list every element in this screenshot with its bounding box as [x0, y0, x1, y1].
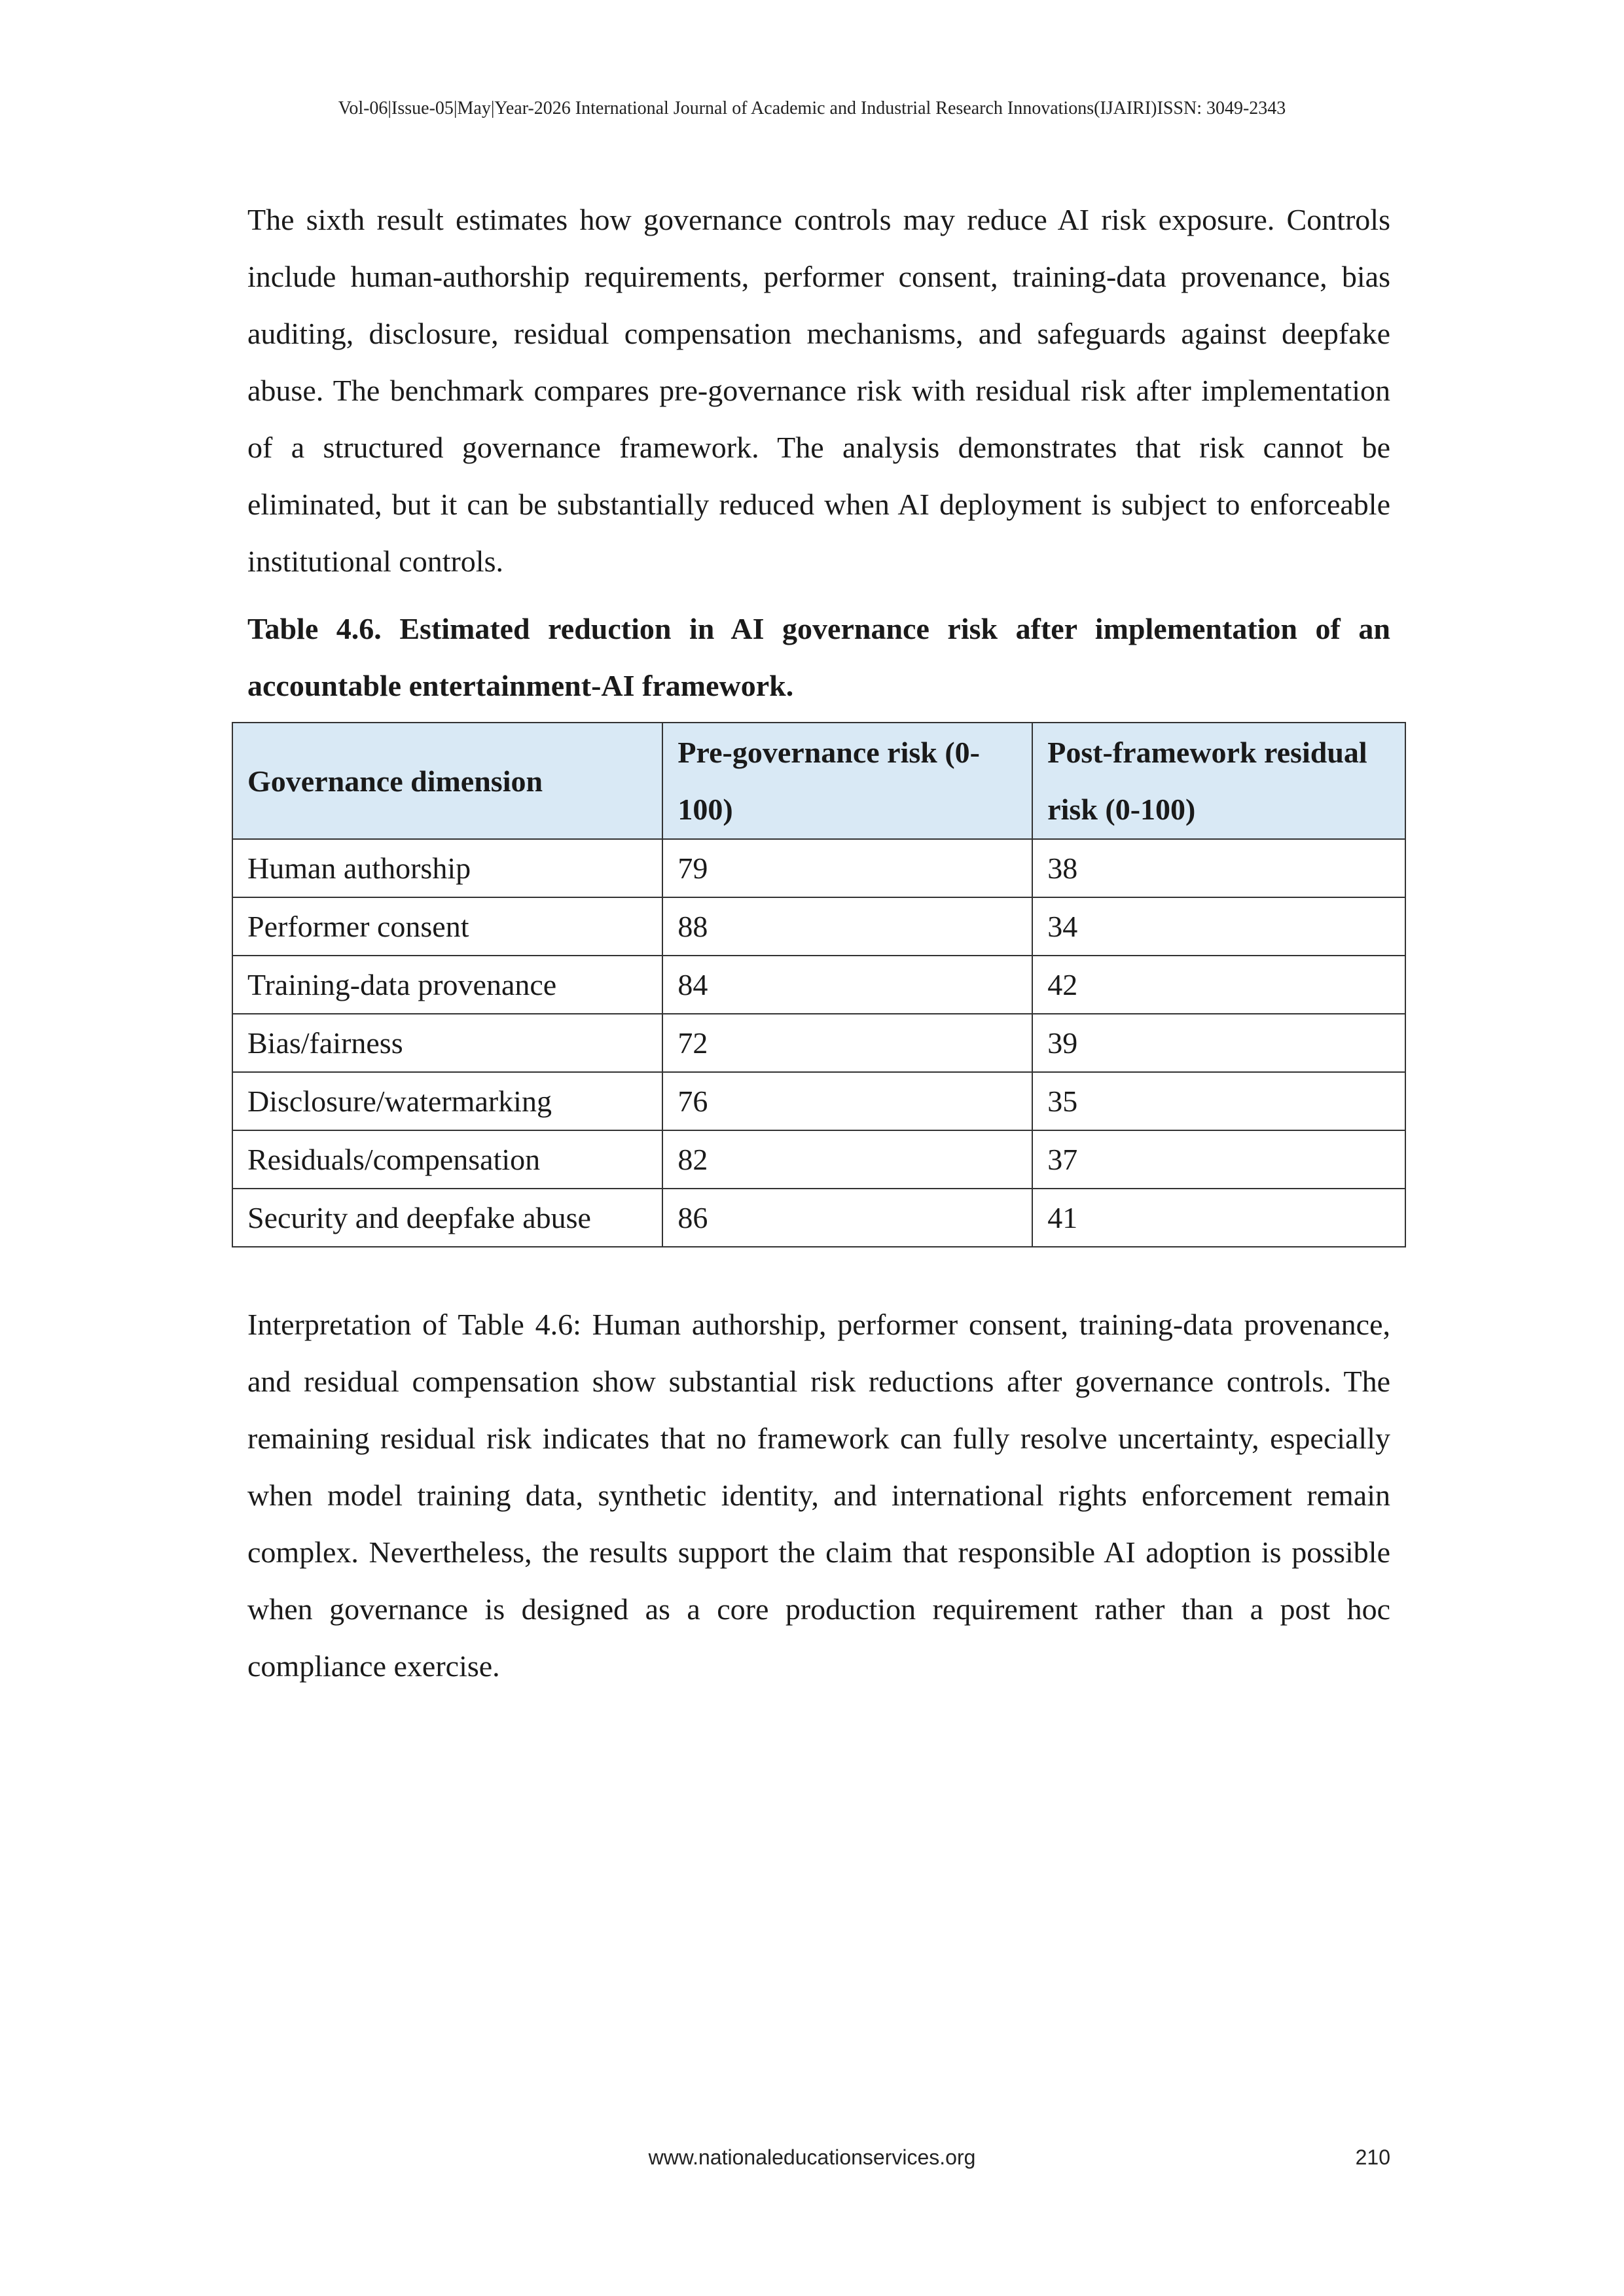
page-number: 210 — [1355, 2145, 1390, 2169]
pre-risk-cell: 79 — [662, 839, 1032, 897]
post-risk-cell: 42 — [1032, 956, 1405, 1014]
table-header-row — [232, 723, 1405, 839]
post-risk-cell: 34 — [1032, 897, 1405, 956]
dimension-cell: Human authorship — [232, 839, 662, 897]
table-caption: Table 4.6. Estimated reduction in AI governance risk after implementation of an accountable entertainment-AI framework. — [247, 612, 1390, 702]
pre-risk-cell: 82 — [662, 1130, 1032, 1189]
table-row — [232, 1189, 1405, 1247]
pre-risk-cell: 86 — [662, 1189, 1032, 1247]
dimension-cell: Security and deepfake abuse — [232, 1189, 662, 1247]
post-risk-cell: 38 — [1032, 839, 1405, 897]
dimension-cell: Performer consent — [232, 897, 662, 956]
table-row — [232, 1130, 1405, 1189]
dimension-cell: Training-data provenance — [232, 956, 662, 1014]
intro-paragraph: The sixth result estimates how governance controls may reduce AI risk exposure. Controls include human-authorship requirements, performer consent, training-data provenance, bias auditing, disclosure, residual compensation mechanisms, and safeguards against deepfake abuse. The benchmark compares pre-governance risk with residual risk after implementation of a structured governance framework. The analysis demonstrates that risk cannot be eliminated, but it can be substantially reduced when AI deployment is subject to enforceable institutional controls. — [247, 203, 1390, 578]
post-risk-cell: 37 — [1032, 1130, 1405, 1189]
post-risk-cell: 39 — [1032, 1014, 1405, 1072]
dimension-cell: Disclosure/watermarking — [232, 1072, 662, 1130]
pre-risk-cell: 88 — [662, 897, 1032, 956]
table-row — [232, 1072, 1405, 1130]
pre-risk-cell: 84 — [662, 956, 1032, 1014]
interpretation-paragraph: Interpretation of Table 4.6: Human authorship, performer consent, training-data provenance, and residual compensation show substantial risk reductions after governance controls. The remaining residual risk indicates that no framework can fully resolve uncertainty, especially when model training data, synthetic identity, and international rights enforcement remain complex. Nevertheless, the results support the claim that responsible AI adoption is possible when governance is designed as a core production requirement rather than a post hoc compliance exercise. — [247, 1308, 1390, 1683]
header-pre-governance-risk: Pre-governance risk (0-100) — [662, 723, 1032, 839]
main-content — [247, 191, 1390, 714]
dimension-cell: Residuals/compensation — [232, 1130, 662, 1189]
footer-url: www.nationaleducationservices.org — [648, 2145, 976, 2169]
post-risk-cell: 41 — [1032, 1189, 1405, 1247]
header-governance-dimension: Governance dimension — [232, 723, 662, 839]
dimension-cell: Bias/fairness — [232, 1014, 662, 1072]
pre-risk-cell: 76 — [662, 1072, 1032, 1130]
risk-reduction-table — [232, 722, 1406, 1247]
table-row — [232, 897, 1405, 956]
interpretation-section — [247, 1296, 1390, 1695]
header-post-framework-risk: Post-framework residual risk (0-100) — [1032, 723, 1405, 839]
post-risk-cell: 35 — [1032, 1072, 1405, 1130]
table-row — [232, 839, 1405, 897]
table-row — [232, 1014, 1405, 1072]
running-header: Vol-06|Issue-05|May|Year-2026 International Journal of Academic and Industrial Research Innovations(IJAIRI)ISSN: 3049-2343 — [338, 98, 1286, 118]
pre-risk-cell: 72 — [662, 1014, 1032, 1072]
table-row — [232, 956, 1405, 1014]
